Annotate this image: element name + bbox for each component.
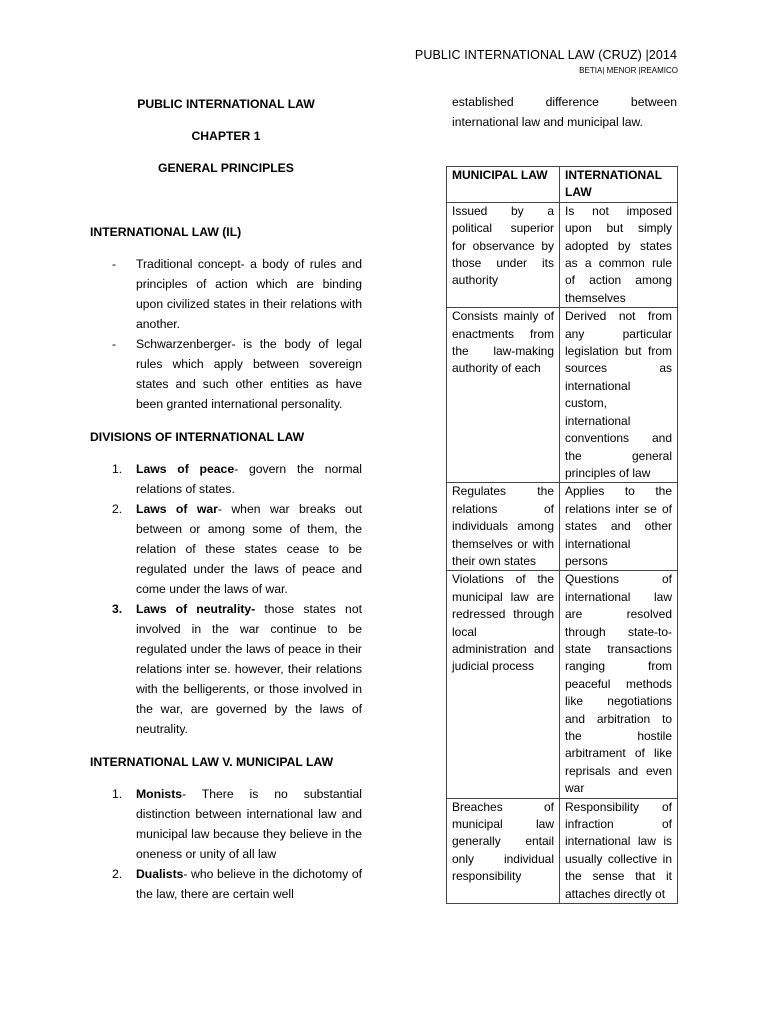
- il-vs-municipal-heading: INTERNATIONAL LAW V. MUNICIPAL LAW: [90, 755, 334, 769]
- table-row: [447, 483, 678, 571]
- table-cell: Consists mainly of enactments from the law-making authority of each: [447, 308, 560, 483]
- table-row: [447, 798, 678, 903]
- divisions-list: [90, 459, 362, 739]
- table-cell: Regulates the relations of individuals among themselves or with their own states: [447, 483, 560, 571]
- table-cell: Applies to the relations inter se of states and other international persons: [560, 483, 678, 571]
- table-cell: Breaches of municipal law generally entail only individual responsibility: [447, 798, 560, 903]
- table-cell: Derived not from any particular legislation but from sources as international custom, international conventions and the general principles of law: [560, 308, 678, 483]
- header-international-law: INTERNATIONAL LAW: [560, 167, 678, 203]
- il-definition-list: [90, 254, 362, 414]
- chapter-label: CHAPTER 1: [191, 129, 261, 143]
- divisions-heading: DIVISIONS OF INTERNATIONAL LAW: [90, 430, 305, 444]
- il-heading: INTERNATIONAL LAW (IL): [90, 225, 242, 239]
- list-item: 1. Monists- There is no substantial distinction between international law and municipal law because they believe in the oneness or unity of all law: [112, 787, 362, 861]
- list-item: 2. Laws of war- when war breaks out between or among some of them, the relation of these states cease to be regulated under the laws of peace and come under the laws of war.: [112, 502, 362, 596]
- list-item: - Schwarzenberger- is the body of legal rules which apply between sovereign states and such other entities as have been granted international personality.: [112, 337, 362, 411]
- document-title: PUBLIC INTERNATIONAL LAW: [137, 97, 315, 111]
- table-row: [447, 202, 678, 307]
- table-cell: Responsibility of infraction of international law is usually collective in the sense that it attaches directly ot: [560, 798, 678, 903]
- table-cell: Is not imposed upon but simply adopted by states as a common rule of action among themselves: [560, 202, 678, 307]
- table-header-row: [447, 167, 678, 203]
- list-item: 2. Dualists- who believe in the dichotomy of the law, there are certain well: [112, 867, 362, 901]
- table-row: [447, 308, 678, 483]
- chapter-subtitle: GENERAL PRINCIPLES: [158, 161, 294, 175]
- list-item: 1. Laws of peace- govern the normal relations of states.: [112, 462, 362, 496]
- right-intro-paragraph: established difference between international law and municipal law.: [452, 95, 677, 129]
- list-item: 3. Laws of neutrality- those states not involved in the war continue to be regulated under the laws of peace in their relations inter se. however, their relations with the belligerents, or those involved in the war, are governed by the laws of neutrality.: [112, 602, 362, 736]
- table-cell: Questions of international law are resolved through state-to-state transactions ranging from peaceful methods like negotiations and arbitration to the hostile arbitrament of like reprisals and even war: [560, 571, 678, 798]
- header-municipal-law: MUNICIPAL LAW: [447, 167, 560, 203]
- comparison-table: [446, 166, 678, 904]
- left-column: [90, 94, 362, 904]
- table-cell: Issued by a political superior for observance by those under its authority: [447, 202, 560, 307]
- table-cell: Violations of the municipal law are redressed through local administration and judicial process: [447, 571, 560, 798]
- table-row: [447, 571, 678, 798]
- theories-list: [90, 784, 362, 904]
- running-header-title: PUBLIC INTERNATIONAL LAW (CRUZ) |2014: [414, 48, 677, 62]
- running-header-authors: BETIA| MENOR |REAMICO: [579, 66, 678, 75]
- list-item: - Traditional concept- a body of rules and principles of action which are binding upon civilized states in their relations with another.: [112, 257, 362, 331]
